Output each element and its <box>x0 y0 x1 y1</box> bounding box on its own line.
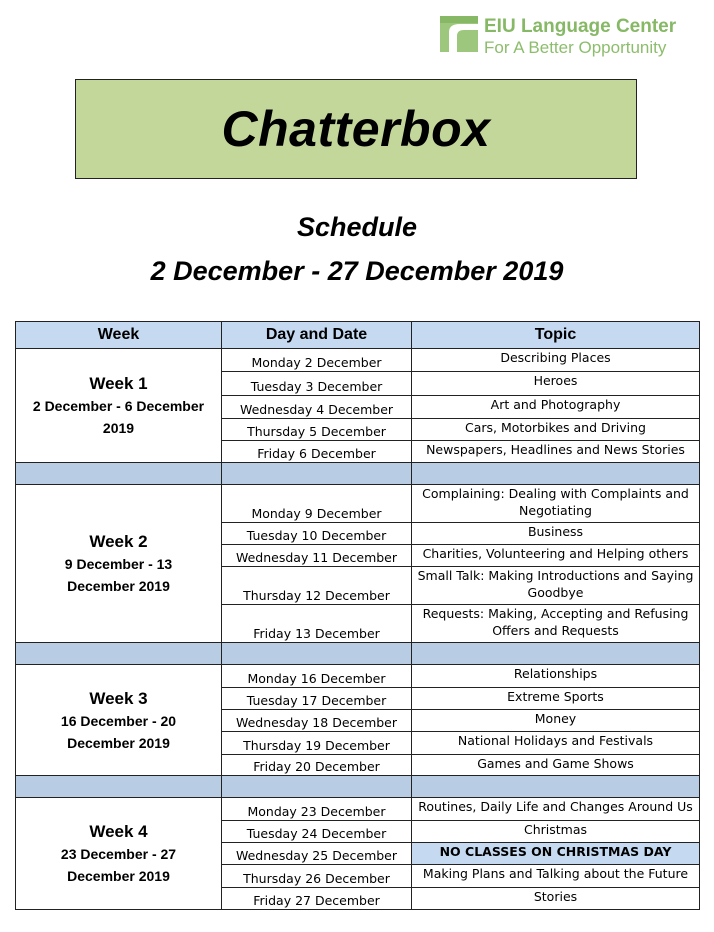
day-cell: Monday 9 December <box>222 485 412 523</box>
topic-cell: Heroes <box>412 372 700 396</box>
page-title: Chatterbox <box>221 101 491 157</box>
week-cell <box>16 665 222 776</box>
spacer-row <box>16 776 700 798</box>
spacer-cell <box>16 463 222 485</box>
day-cell: Tuesday 10 December <box>222 523 412 545</box>
day-cell: Tuesday 17 December <box>222 688 412 710</box>
day-cell: Monday 2 December <box>222 349 412 372</box>
topic-cell: National Holidays and Festivals <box>412 732 700 755</box>
spacer-cell <box>412 463 700 485</box>
topic-cell: Money <box>412 710 700 732</box>
topic-cell: Describing Places <box>412 349 700 372</box>
subtitle: Schedule <box>296 212 418 242</box>
day-cell: Tuesday 24 December <box>222 821 412 843</box>
week-cell <box>16 798 222 910</box>
topic-cell: Making Plans and Talking about the Future <box>412 865 700 888</box>
week-range-line2: December 2019 <box>67 868 170 884</box>
header-day-date: Day and Date <box>222 322 412 349</box>
day-cell: Wednesday 18 December <box>222 710 412 732</box>
table-row <box>16 665 700 688</box>
week-cell <box>16 349 222 463</box>
topic-cell: Christmas <box>412 821 700 843</box>
topic-cell: Relationships <box>412 665 700 688</box>
header-week: Week <box>16 322 222 349</box>
logo-name: EIU Language Center <box>484 16 677 37</box>
spacer-cell <box>16 776 222 798</box>
day-cell: Friday 6 December <box>222 441 412 463</box>
eiu-logo-mark-icon <box>440 16 478 54</box>
week-range-line1: 23 December - 27 <box>60 846 177 862</box>
topic-cell: Requests: Making, Accepting and Refusing Offers and Requests <box>412 605 700 643</box>
day-cell: Thursday 19 December <box>222 732 412 755</box>
day-cell: Thursday 12 December <box>222 567 412 605</box>
day-cell: Wednesday 11 December <box>222 545 412 567</box>
week-name: Week 1 <box>89 374 148 393</box>
day-cell: Monday 23 December <box>222 798 412 821</box>
week-range-line1: 16 December - 20 <box>60 712 177 729</box>
spacer-cell <box>16 643 222 665</box>
day-cell: Friday 20 December <box>222 755 412 776</box>
table-header-row <box>16 322 700 349</box>
week-range-line1: 9 December - 13 <box>64 556 173 572</box>
week-name: Week 2 <box>89 532 148 551</box>
spacer-cell <box>222 643 412 665</box>
topic-cell: Complaining: Dealing with Complaints and Negotiating <box>412 485 700 523</box>
topic-cell: Extreme Sports <box>412 688 700 710</box>
table-row <box>16 798 700 821</box>
topic-cell: Charities, Volunteering and Helping others <box>412 545 700 567</box>
topic-cell: Small Talk: Making Introductions and Saying Goodbye <box>412 567 700 605</box>
week-range-line2: 2019 <box>102 420 135 436</box>
week-range-line2: December 2019 <box>67 734 170 751</box>
table-row <box>16 485 700 523</box>
day-cell: Wednesday 25 December <box>222 843 412 865</box>
table-row <box>16 349 700 372</box>
title-banner <box>75 79 637 179</box>
logo-tagline: For A Better Opportunity <box>484 38 667 57</box>
topic-cell: Newspapers, Headlines and News Stories <box>412 441 700 463</box>
topic-cell: Games and Game Shows <box>412 755 700 776</box>
spacer-cell <box>412 776 700 798</box>
day-cell: Friday 27 December <box>222 888 412 910</box>
spacer-row <box>16 463 700 485</box>
day-cell: Wednesday 4 December <box>222 396 412 419</box>
week-cell <box>16 485 222 643</box>
spacer-cell <box>412 643 700 665</box>
day-cell: Tuesday 3 December <box>222 372 412 396</box>
topic-cell: Stories <box>412 888 700 910</box>
logo <box>440 16 676 58</box>
topic-cell: Routines, Daily Life and Changes Around Us <box>412 798 700 821</box>
spacer-row <box>16 643 700 665</box>
schedule-table <box>15 321 700 910</box>
topic-cell: Business <box>412 523 700 545</box>
date-range: 2 December - 27 December 2019 <box>150 256 564 286</box>
holiday-topic-cell: NO CLASSES ON CHRISTMAS DAY <box>412 843 700 865</box>
week-name: Week 3 <box>89 688 148 708</box>
header-topic: Topic <box>412 322 700 349</box>
week-range-line1: 2 December - 6 December <box>32 398 205 414</box>
topic-cell: Cars, Motorbikes and Driving <box>412 419 700 441</box>
week-name: Week 4 <box>89 822 148 841</box>
spacer-cell <box>222 776 412 798</box>
day-cell: Monday 16 December <box>222 665 412 688</box>
day-cell: Friday 13 December <box>222 605 412 643</box>
spacer-cell <box>222 463 412 485</box>
week-range-line2: December 2019 <box>67 578 170 594</box>
topic-cell: Art and Photography <box>412 396 700 419</box>
day-cell: Thursday 5 December <box>222 419 412 441</box>
day-cell: Thursday 26 December <box>222 865 412 888</box>
